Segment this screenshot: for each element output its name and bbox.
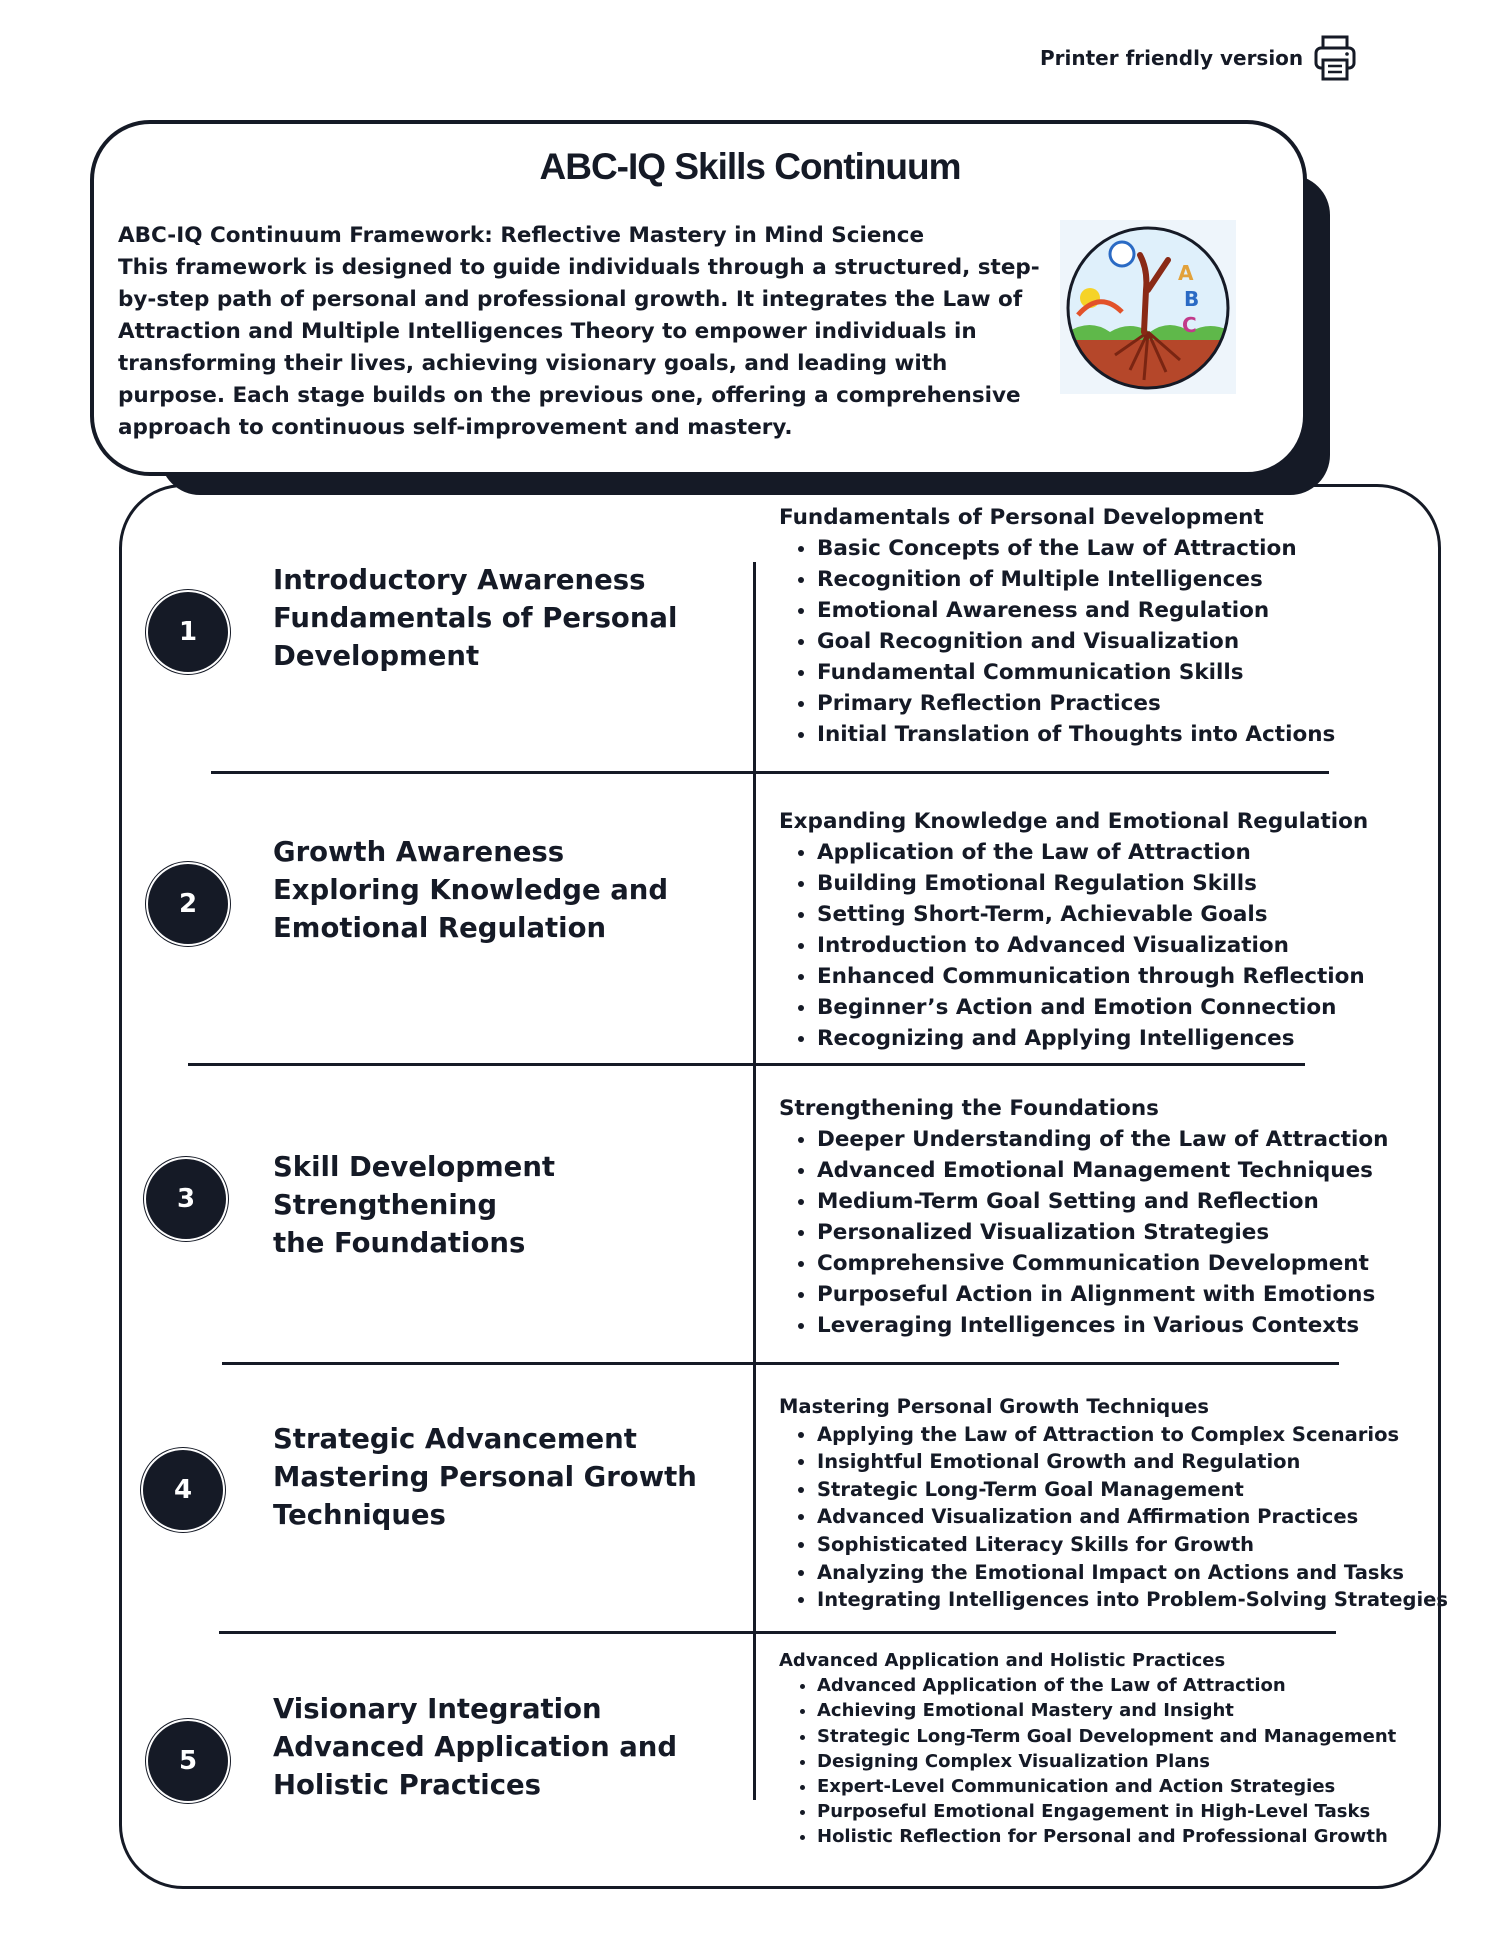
stage-title-line: Introductory Awareness [273, 564, 646, 596]
list-item: • Recognizing and Applying Intelligences [817, 1023, 1368, 1054]
stage-number-badge: 3 [146, 1159, 226, 1239]
intro-body: This framework is designed to guide individuals through a structured, step-by-step path of personal and professional growth. It integrates the Law of Attraction and Multiple Intelligences Theory to empower individuals in transforming their lives, achieving visionary goals, and leading with purpose. Each stage builds on the previous one, offering a comprehensive approach to continuous self-improvement and mastery. [118, 255, 1040, 440]
stage-title-line: Skill Development Strengthening [273, 1151, 556, 1221]
stage-title-line: Growth Awareness [273, 836, 565, 868]
skills-heading: Fundamentals of Personal Development [779, 505, 1264, 530]
list-item: • Insightful Emotional Growth and Regulation [817, 1448, 1448, 1476]
page-title: ABC-IQ Skills Continuum [539, 146, 961, 187]
stage-title [273, 1148, 743, 1262]
list-item: • Building Emotional Regulation Skills [817, 868, 1368, 899]
list-item: • Purposeful Emotional Engagement in High-Level Tasks [817, 1799, 1396, 1824]
list-item: • Sophisticated Literacy Skills for Growth [817, 1531, 1448, 1559]
list-item: • Strategic Long-Term Goal Management [817, 1476, 1448, 1504]
skills-list [779, 837, 1368, 1054]
list-item: • Advanced Emotional Management Techniques [817, 1155, 1388, 1186]
stage-number-badge: 5 [148, 1721, 228, 1801]
list-item: • Initial Translation of Thoughts into Actions [817, 719, 1335, 750]
list-item: • Analyzing the Emotional Impact on Actions and Tasks [817, 1559, 1448, 1587]
stage-title [273, 1420, 743, 1534]
list-item: • Advanced Visualization and Affirmation Practices [817, 1503, 1448, 1531]
stage-title-line: Development [273, 640, 480, 672]
list-item: • Application of the Law of Attraction [817, 837, 1368, 868]
list-item: • Leveraging Intelligences in Various Contexts [817, 1310, 1388, 1341]
stage-title [273, 833, 743, 947]
list-item: • Personalized Visualization Strategies [817, 1217, 1388, 1248]
skills-block [779, 502, 1335, 750]
list-item: • Basic Concepts of the Law of Attraction [817, 533, 1335, 564]
abc-iq-logo [1060, 220, 1236, 394]
list-item: • Achieving Emotional Mastery and Insight [817, 1698, 1396, 1723]
list-item: • Goal Recognition and Visualization [817, 626, 1335, 657]
skills-heading: Advanced Application and Holistic Practices [779, 1650, 1226, 1671]
skills-block [779, 1648, 1396, 1850]
list-item: • Advanced Application of the Law of Attraction [817, 1673, 1396, 1698]
row-divider [222, 1362, 1339, 1365]
stage-number-badge: 1 [148, 592, 228, 672]
stage-title [273, 561, 743, 675]
list-item: • Primary Reflection Practices [817, 688, 1335, 719]
skills-heading: Strengthening the Foundations [779, 1096, 1159, 1121]
skills-list [779, 1421, 1448, 1614]
svg-text:B: B [1184, 287, 1200, 311]
stage-number-badge: 4 [143, 1450, 223, 1530]
stage-title-line: Mastering Personal Growth [273, 1461, 697, 1493]
skills-block [779, 1393, 1448, 1614]
list-item: • Strategic Long-Term Goal Development and Management [817, 1724, 1396, 1749]
list-item: • Designing Complex Visualization Plans [817, 1749, 1396, 1774]
skills-list [779, 533, 1335, 750]
column-divider [753, 562, 756, 1800]
list-item: • Comprehensive Communication Development [817, 1248, 1388, 1279]
list-item: • Introduction to Advanced Visualization [817, 930, 1368, 961]
list-item: • Purposeful Action in Alignment with Emotions [817, 1279, 1388, 1310]
list-item: • Enhanced Communication through Reflection [817, 961, 1368, 992]
stage-title-line: Holistic Practices [273, 1769, 542, 1801]
list-item: • Expert-Level Communication and Action Strategies [817, 1774, 1396, 1799]
row-divider [211, 771, 1329, 774]
list-item: • Emotional Awareness and Regulation [817, 595, 1335, 626]
intro-heading: ABC-IQ Continuum Framework: Reflective Mastery in Mind Science [118, 223, 925, 248]
stage-title-line: Strategic Advancement [273, 1423, 637, 1455]
skills-heading: Mastering Personal Growth Techniques [779, 1395, 1209, 1418]
list-item: • Recognition of Multiple Intelligences [817, 564, 1335, 595]
intro-text [118, 220, 1058, 444]
stage-title-line: the Foundations [273, 1227, 526, 1259]
stage-title-line: Techniques [273, 1499, 446, 1531]
skills-block [779, 1093, 1388, 1341]
list-item: • Setting Short-Term, Achievable Goals [817, 899, 1368, 930]
list-item: • Beginner’s Action and Emotion Connection [817, 992, 1368, 1023]
printer-icon [1313, 34, 1357, 82]
stage-title-line: Exploring Knowledge and [273, 874, 669, 906]
skills-list [779, 1124, 1388, 1341]
stage-title-line: Visionary Integration [273, 1693, 602, 1725]
skills-block [779, 806, 1368, 1054]
list-item: • Deeper Understanding of the Law of Attraction [817, 1124, 1388, 1155]
row-divider [219, 1631, 1336, 1634]
skills-heading: Expanding Knowledge and Emotional Regulation [779, 809, 1369, 834]
list-item: • Fundamental Communication Skills [817, 657, 1335, 688]
svg-text:C: C [1182, 313, 1197, 337]
stage-title-line: Fundamentals of Personal [273, 602, 678, 634]
stage-number-badge: 2 [148, 864, 228, 944]
list-item: • Integrating Intelligences into Problem-Solving Strategies [817, 1586, 1448, 1614]
stage-title [273, 1690, 743, 1804]
list-item: • Holistic Reflection for Personal and Professional Growth [817, 1824, 1396, 1849]
list-item: • Medium-Term Goal Setting and Reflection [817, 1186, 1388, 1217]
printer-friendly-label: Printer friendly version [1040, 46, 1304, 70]
row-divider [188, 1063, 1305, 1066]
stage-title-line: Advanced Application and [273, 1731, 678, 1763]
printer-friendly-link[interactable] [1040, 34, 1357, 82]
stage-title-line: Emotional Regulation [273, 912, 607, 944]
svg-text:A: A [1178, 261, 1194, 285]
list-item: • Applying the Law of Attraction to Complex Scenarios [817, 1421, 1448, 1449]
skills-list [779, 1673, 1396, 1849]
